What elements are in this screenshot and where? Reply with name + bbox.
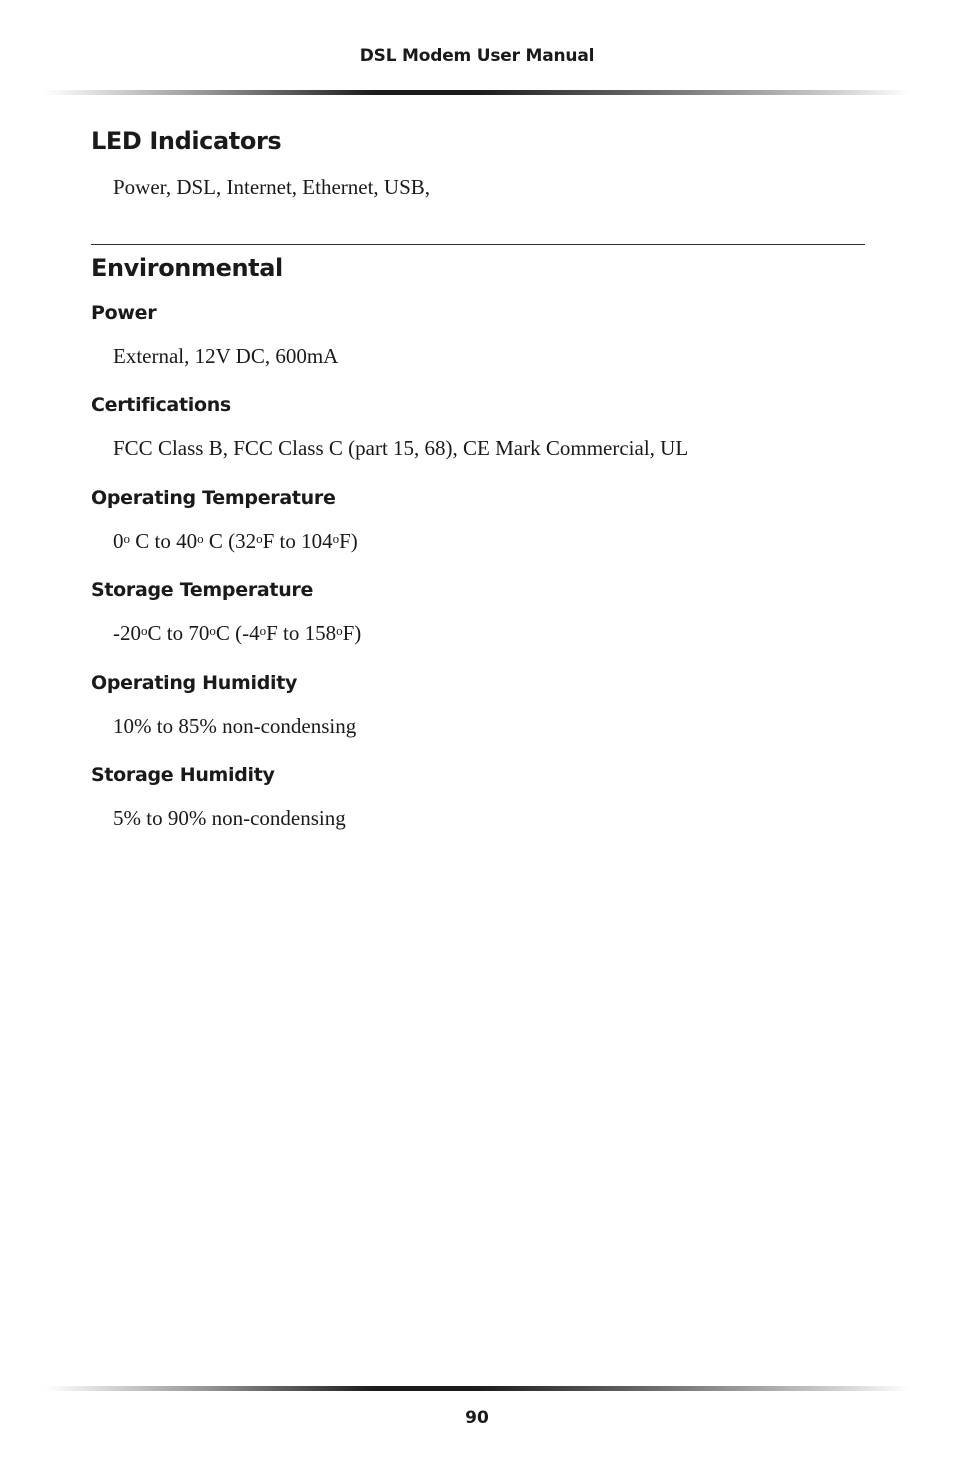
degree-superscript: o (332, 531, 340, 546)
storage-temperature-part: F) (342, 621, 362, 645)
degree-superscript: o (259, 623, 267, 638)
storage-temperature-text (113, 621, 361, 646)
degree-superscript: o (197, 531, 204, 546)
storage-temperature-part: C (-4 (215, 621, 260, 645)
storage-temperature-part: -20 (113, 621, 141, 645)
environmental-heading: Environmental (91, 254, 283, 282)
operating-temperature-text (113, 529, 358, 554)
header-rule (44, 90, 910, 95)
led-indicators-heading: LED Indicators (91, 127, 282, 155)
operating-temperature-part: 0 (113, 529, 124, 553)
storage-temperature-part: C to 70 (147, 621, 210, 645)
led-indicators-text: Power, DSL, Internet, Ethernet, USB, (113, 175, 431, 199)
operating-temperature-part: F) (339, 529, 358, 553)
degree-superscript: o (123, 531, 130, 546)
degree-superscript: o (141, 623, 148, 638)
storage-humidity-text: 5% to 90% non-condensing (113, 806, 346, 830)
footer-rule (44, 1386, 910, 1391)
storage-temperature-part: F to 158 (266, 621, 337, 645)
section-divider (91, 244, 865, 245)
operating-temperature-part: C (32 (203, 529, 257, 553)
power-heading: Power (91, 302, 157, 324)
certifications-text: FCC Class B, FCC Class C (part 15, 68), CE Mark Commercial, UL (113, 436, 689, 460)
operating-temperature-part: F to 104 (262, 529, 333, 553)
page-number: 90 (465, 1408, 489, 1428)
operating-temperature-heading: Operating Temperature (91, 487, 336, 509)
degree-superscript: o (256, 531, 263, 546)
storage-humidity-heading: Storage Humidity (91, 764, 275, 786)
operating-humidity-text: 10% to 85% non-condensing (113, 714, 357, 738)
operating-temperature-part: C to 40 (130, 529, 198, 553)
power-text: External, 12V DC, 600mA (113, 344, 339, 368)
operating-humidity-heading: Operating Humidity (91, 672, 298, 694)
degree-superscript: o (209, 623, 216, 638)
storage-temperature-heading: Storage Temperature (91, 579, 314, 601)
degree-superscript: o (336, 623, 343, 638)
header-title: DSL Modem User Manual (359, 46, 595, 66)
certifications-heading: Certifications (91, 394, 231, 416)
